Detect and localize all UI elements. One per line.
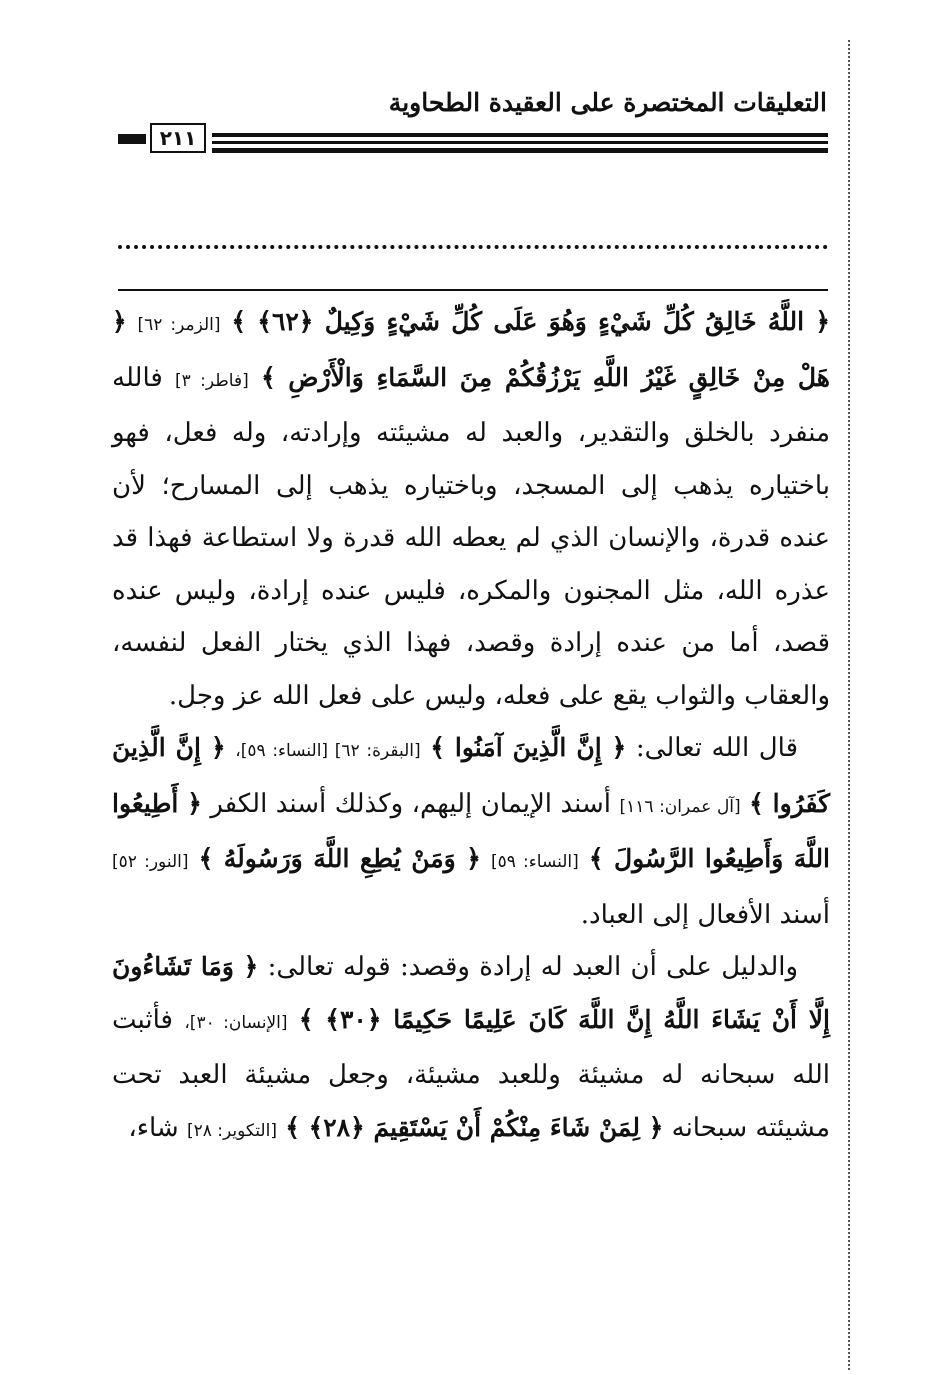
verse-reference: [الإنسان: ٣٠]،: [184, 1012, 288, 1033]
section-rule: [118, 289, 828, 291]
paragraph-text: فأثبت الله سبحانه له مشيئة وللعبد مشيئة، وجعل مشيئة العبد تحت مشيئته سبحانه: [112, 1004, 830, 1143]
verse-reference: [فاطر: ٣]: [175, 370, 249, 391]
verse-reference: [التكوير: ٢٨]: [186, 1120, 277, 1141]
gutter-dotted-line: [848, 40, 850, 1370]
paragraph-3: [112, 941, 830, 1157]
verse-reference: [النور: ٥٢]: [112, 852, 189, 872]
verse-reference: [الزمر: ٦٢]: [137, 315, 221, 335]
header-rule: [212, 148, 828, 153]
quran-verse: ﴿ إِنَّ الَّذِينَ آمَنُوا ﴾: [430, 733, 627, 762]
verse-reference: [النساء: ٥٩]: [490, 852, 579, 872]
verse-reference: [البقرة: ٦٢] [النساء: ٥٩]،: [235, 741, 421, 761]
quran-verse: ﴿ وَمَا تَشَاءُونَ إِلَّا أَنْ يَشَاءَ اللَّهُ إِنَّ اللَّهَ كَانَ عَلِيمًا حَكِيمًا ﴿٣٠﴾ ﴾: [112, 952, 830, 1034]
verse-reference: [آل عمران: ١١٦]: [619, 796, 741, 817]
page-number-ornament: [118, 134, 146, 144]
paragraph-2: [112, 722, 830, 941]
section-dotted-separator: [118, 245, 828, 249]
paragraph-text: قال الله تعالى:: [635, 733, 799, 763]
running-head-title: التعليقات المختصرة على العقيدة الطحاوية: [388, 88, 827, 117]
quran-verse: ﴿ اللَّهُ خَالِقُ كُلِّ شَيْءٍ وَهُوَ عَلَى كُلِّ شَيْءٍ وَكِيلٌ ﴿٦٢﴾ ﴾: [231, 307, 830, 336]
header-rule: [212, 133, 828, 137]
paragraph-text: شاء،: [128, 1112, 179, 1143]
paragraph-1: [112, 296, 830, 722]
paragraph-text: والدليل على أن العبد له إرادة وقصد: قوله تعالى:: [267, 952, 799, 982]
quran-verse: ﴿ إِنَّ الَّذِينَ كَفَرُوا ﴾: [112, 733, 831, 818]
paragraph-text: أسند الأفعال إلى العباد.: [580, 899, 830, 930]
quran-verse: ﴿ هَلْ مِنْ خَالِقٍ غَيْرُ اللَّهِ يَرْزُقُكُمْ مِنَ السَّمَاءِ وَالْأَرْضِ ﴾: [112, 307, 830, 392]
paragraph-text: فالله منفرد بالخلق والتقدير، والعبد له مشيئته وإرادته، وله فعل، فهو باختياره يذهب إلى المسجد، وباختياره يذهب إلى المسارح؛ لأن عنده قدرة، والإنسان الذي لم يعطه الله قدرة ولا استطاعة فهذا قد عذره الله، مثل المجنون والمكره، فليس عنده إرادة، وليس عنده قصد، أما من عنده إرادة وقصد، فهذا الذي يختار الفعل لنفسه، والعقاب والثواب يقع على فعله، وليس على فعل الله عز وجل.: [112, 362, 830, 711]
quran-verse: ﴿ لِمَنْ شَاءَ مِنْكُمْ أَنْ يَسْتَقِيمَ ﴿٢٨﴾ ﴾: [285, 1112, 664, 1142]
page-number: ٢١١: [150, 123, 206, 153]
header-rule: [212, 141, 828, 144]
quran-verse: ﴿ وَمَنْ يُطِعِ اللَّهَ وَرَسُولَهُ ﴾: [198, 844, 481, 873]
body-text: [112, 296, 830, 1157]
quran-verse: ﴿ أَطِيعُوا اللَّهَ وَأَطِيعُوا الرَّسُولَ ﴾: [112, 788, 831, 873]
paragraph-text: أسند الإيمان إليهم، وكذلك أسند الكفر: [210, 788, 611, 819]
